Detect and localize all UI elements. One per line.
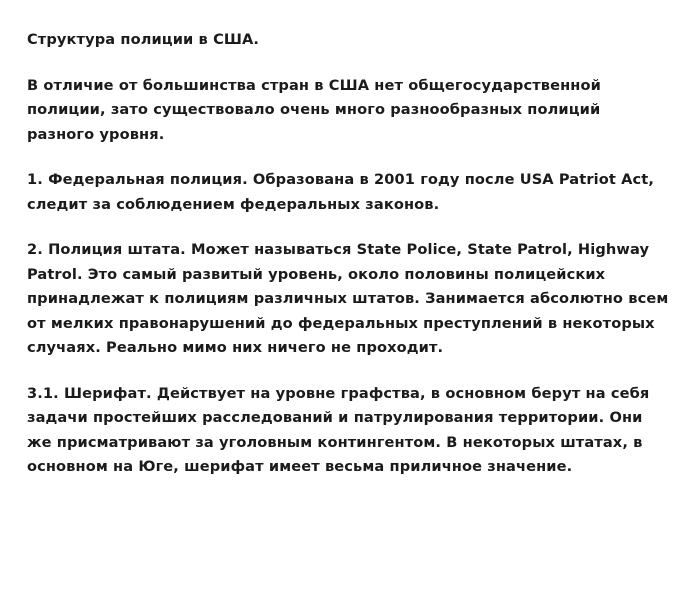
document-heading: Структура полиции в США. [27, 31, 260, 48]
paragraph-sheriff: 3.1. Шерифат. Действует на уровне графства, в основном берут на себя задачи простейших расследований и патрулирования территории. Они же присматривают за уголовным контингентом. В некоторых штатах, в основном на Юге, шерифат имеет весьма приличное значение. [27, 384, 655, 476]
paragraph-federal-police: 1. Федеральная полиция. Образована в 2001 году после USA Patriot Act, следит за соблюдением федеральных законов. [27, 171, 660, 213]
paragraph-intro: В отличие от большинства стран в США нет общегосударственной полиции, зато существовало очень много разнообразных полиций разного уровня. [27, 76, 607, 143]
paragraph-state-police: 2. Полиция штата. Может называться State Police, State Patrol, Highway Patrol. Это самый развитый уровень, около половины полицейских принадлежат к полициям различных штатов. Занимается абсолютно всем от мелких правонарушений до федеральных преступлений в некоторых случаях. Реально мимо них ничего не проходит. [27, 241, 674, 357]
